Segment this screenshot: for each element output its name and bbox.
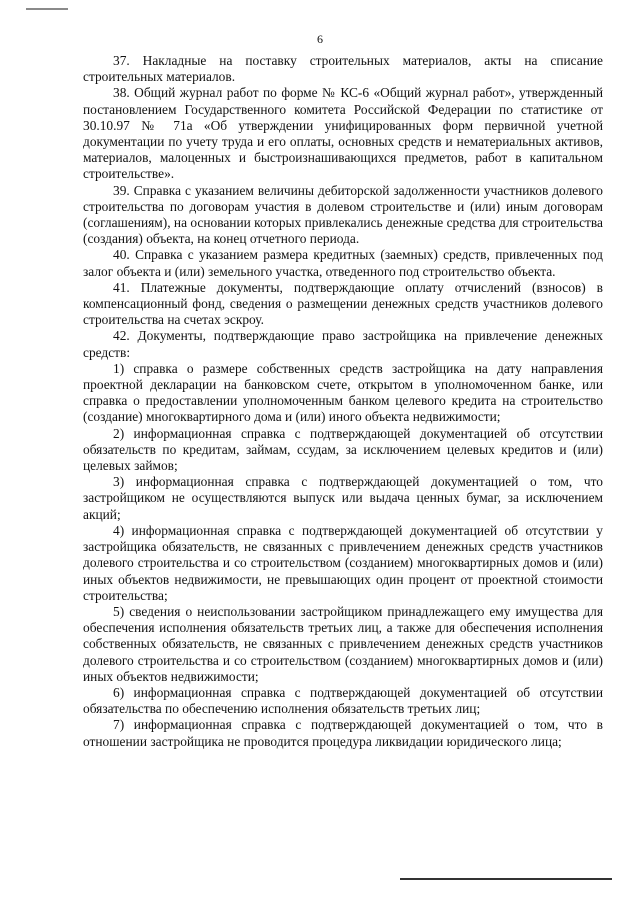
scan-artifact-bottom: [400, 878, 612, 880]
list-item-5: 5) сведения о неиспользовании застройщиком принадлежащего ему имущества для обеспечения исполнения обязательств третьих лиц, а также для обеспечения исполнения собственных обязательств, не связанных с привлечением денежных средств участников долевого строительства и со строительством (созданием) многоквартирных домов и (или) иных объектов недвижимости;: [83, 603, 603, 684]
list-item-3: 3) информационная справка с подтверждающей документацией о том, что застройщиком не осуществляются выпуск или выдача ценных бумаг, за исключением акций;: [83, 474, 603, 522]
list-item-7: 7) информационная справка с подтверждающей документацией о том, что в отношении застройщика не проводится процедура ликвидации юридического лица;: [83, 717, 603, 749]
paragraph-38: 38. Общий журнал работ по форме № КС-6 «Общий журнал работ», утвержденный постановлением Государственного комитета Российской Федерации по статистике от 30.10.97 № 71а «Об утверждении унифицированных форм первичной учетной документации по учету труда и его оплаты, основных средств и нематериальных активов, материалов, малоценных и быстроизнашивающихся предметов, работ в капитальном строительстве».: [83, 85, 603, 182]
paragraph-39: 39. Справка с указанием величины дебиторской задолженности участников долевого строительства по договорам участия в долевом строительстве и (или) иным договорам (соглашениям), на основании которых привлекались денежные средства для строительства (создания) объекта, на конец отчетного периода.: [83, 182, 604, 247]
list-item-4: 4) информационная справка с подтверждающей документацией об отсутствии у застройщика обязательств, не связанных с привлечением денежных средств участников долевого строительства и со строительством (созданием) многоквартирных домов и (или) иных объектов недвижимости, не превышающих один процент от проектной стоимости строительства;: [83, 522, 603, 603]
paragraph-37: 37. Накладные на поставку строительных материалов, акты на списание строительных материалов.: [83, 53, 603, 85]
paragraph-40: 40. Справка с указанием размера кредитных (заемных) средств, привлеченных под залог объекта и (или) земельного участка, отведенного под строительство объекта.: [83, 247, 603, 279]
paragraph-41: 41. Платежные документы, подтверждающие оплату отчислений (взносов) в компенсационный фонд, сведения о размещении денежных средств участников долевого строительства на счетах эскроу.: [83, 279, 603, 328]
page-number: 6: [317, 32, 323, 46]
paragraph-42: 42. Документы, подтверждающие право застройщика на привлечение денежных средств:: [83, 328, 603, 360]
list-item-2: 2) информационная справка с подтверждающей документацией об отсутствии обязательств по кредитам, займам, ссудам, за исключением целевых кредитов и (или) целевых займов;: [83, 425, 603, 474]
scan-artifact-top: [26, 8, 68, 10]
list-item-6: 6) информационная справка с подтверждающей документацией об отсутствии обязательства по обеспечению исполнения обязательств третьих лиц;: [83, 684, 603, 717]
list-item-1: 1) справка о размере собственных средств застройщика на дату направления проектной декларации на банковском счете, открытом в уполномоченном банке, или справка о предоставлении уполномоченным банком целевого кредита на строительство (создание) многоквартирного дома и (или) иного объекта недвижимости;: [83, 360, 603, 425]
document-body: [83, 53, 603, 750]
